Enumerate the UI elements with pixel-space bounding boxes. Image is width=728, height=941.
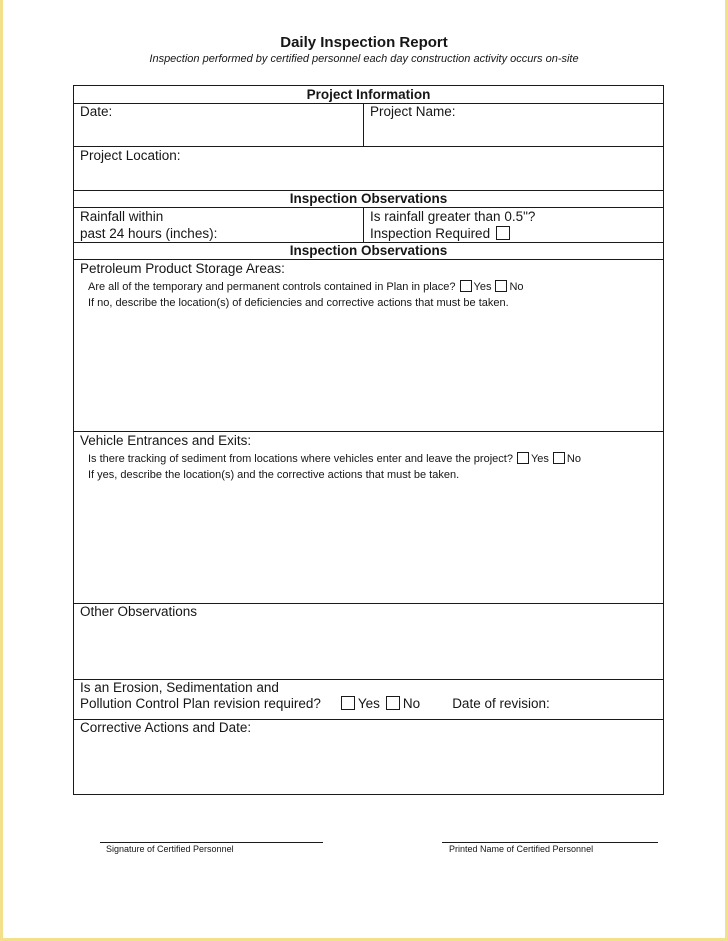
petroleum-question-row — [88, 280, 524, 294]
revision-question-line1: Is an Erosion, Sedimentation and — [80, 680, 279, 695]
rainfall-label-line1: Rainfall within — [80, 209, 164, 224]
revision-yes-checkbox[interactable] — [341, 696, 355, 710]
project-information-heading: Project Information — [306, 87, 431, 102]
divider — [363, 207, 364, 242]
divider — [363, 103, 364, 146]
printed-name-label: Printed Name of Certified Personnel — [449, 844, 594, 854]
revision-no-label: No — [402, 696, 421, 711]
signature-label: Signature of Certified Personnel — [106, 844, 234, 854]
printed-name-line[interactable] — [442, 842, 658, 843]
divider — [74, 103, 663, 104]
inspection-required-label: Inspection Required — [370, 226, 491, 241]
revision-question-line2: Pollution Control Plan revision required? — [80, 696, 321, 711]
petroleum-no-checkbox[interactable] — [495, 280, 507, 292]
inspection-observations-heading-2: Inspection Observations — [289, 243, 448, 258]
inspection-required-checkbox[interactable] — [496, 226, 510, 240]
vehicle-no-label: No — [566, 453, 581, 465]
inspection-required-row — [370, 225, 513, 242]
date-field[interactable]: Date: — [80, 104, 113, 119]
project-location-field[interactable]: Project Location: — [80, 148, 181, 163]
vehicle-yes-checkbox[interactable] — [517, 452, 529, 464]
inspection-form — [73, 85, 664, 795]
vehicle-section-title: Vehicle Entrances and Exits: — [80, 433, 252, 448]
revision-no-checkbox[interactable] — [386, 696, 400, 710]
vehicle-question: Is there tracking of sediment from locations where vehicles enter and leave the project? — [88, 453, 513, 465]
corrective-actions-field[interactable]: Corrective Actions and Date: — [80, 720, 252, 735]
report-title: Daily Inspection Report — [280, 34, 448, 51]
petroleum-instruction: If no, describe the location(s) of deficiencies and corrective actions that must be taken. — [88, 297, 509, 309]
petroleum-question: Are all of the temporary and permanent controls contained in Plan in place? — [88, 281, 456, 293]
revision-yes-label: Yes — [357, 696, 380, 711]
rainfall-greater-question: Is rainfall greater than 0.5"? — [370, 209, 536, 224]
vehicle-yes-label: Yes — [530, 453, 549, 465]
rainfall-label-line2: past 24 hours (inches): — [80, 226, 218, 241]
project-name-field[interactable]: Project Name: — [370, 104, 456, 119]
date-of-revision-field[interactable]: Date of revision: — [452, 696, 550, 711]
revision-question-row — [80, 695, 550, 712]
inspection-observations-heading: Inspection Observations — [289, 191, 448, 206]
vehicle-question-row — [88, 452, 581, 466]
vehicle-instruction: If yes, describe the location(s) and the corrective actions that must be taken. — [88, 469, 460, 481]
other-observations-field[interactable]: Other Observations — [80, 604, 198, 619]
vehicle-no-checkbox[interactable] — [553, 452, 565, 464]
petroleum-yes-label: Yes — [473, 281, 492, 293]
petroleum-section-title: Petroleum Product Storage Areas: — [80, 261, 285, 276]
petroleum-yes-checkbox[interactable] — [460, 280, 472, 292]
signature-line[interactable] — [100, 842, 323, 843]
report-subtitle: Inspection performed by certified personnel each day construction activity occurs on-site — [149, 53, 579, 65]
petroleum-no-label: No — [509, 281, 524, 293]
